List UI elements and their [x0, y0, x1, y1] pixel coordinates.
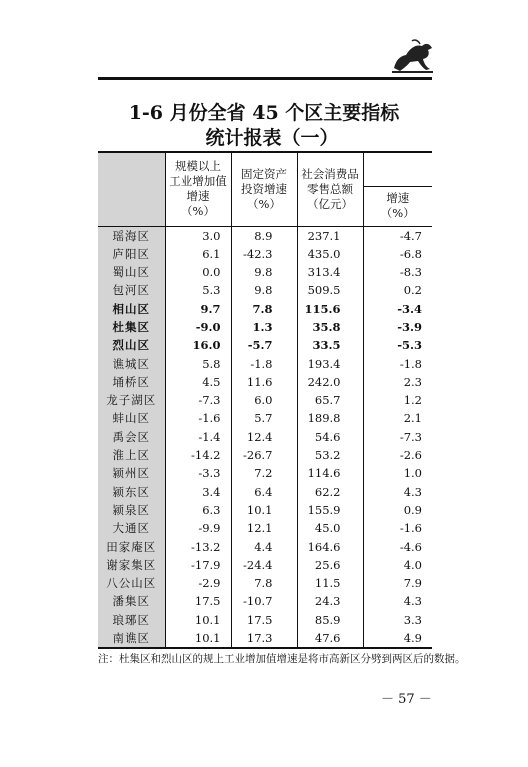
retail-sales-value: 85.9: [297, 611, 363, 629]
header-retail-sales: 社会消费品 零售总额 （亿元）: [297, 152, 363, 226]
industrial-growth-value: -1.6: [165, 409, 231, 427]
header-rule: [98, 77, 432, 80]
table-row: [98, 629, 432, 648]
industrial-growth-value: 5.8: [165, 355, 231, 373]
investment-growth-value: 17.5: [231, 611, 297, 629]
retail-sales-value: 33.5: [297, 336, 363, 354]
retail-sales-value: 53.2: [297, 446, 363, 464]
retail-sales-value: 164.6: [297, 538, 363, 556]
investment-growth-value: -10.7: [231, 592, 297, 610]
footnote: 注：杜集区和烈山区的规上工业增加值增速是将市高新区分劈到两区后的数据。: [98, 653, 466, 665]
retail-sales-value: 45.0: [297, 519, 363, 537]
header-retail-growth: 增速 （%）: [363, 186, 432, 226]
district-name: 田家庵区: [98, 538, 165, 556]
table-row: [98, 611, 432, 629]
table-row: [98, 574, 432, 592]
district-name: 烈山区: [98, 336, 165, 354]
retail-growth-value: -4.6: [399, 539, 422, 554]
district-name: 谢家集区: [98, 556, 165, 574]
investment-growth-value: -42.3: [231, 245, 297, 263]
district-name: 杜集区: [98, 318, 165, 336]
retail-growth-value: 0.2: [403, 283, 422, 298]
industrial-growth-value: 10.1: [165, 611, 231, 629]
investment-growth-value: 8.9: [231, 226, 297, 245]
retail-sales-value: 11.5: [297, 574, 363, 592]
retail-sales-value: 25.6: [297, 556, 363, 574]
table-row: [98, 556, 432, 574]
industrial-growth-value: 10.1: [165, 629, 231, 648]
investment-growth-value: 7.8: [231, 574, 297, 592]
investment-growth-value: 9.8: [231, 281, 297, 299]
table-row: [98, 409, 432, 427]
industrial-growth-value: 6.3: [165, 501, 231, 519]
table-row: [98, 318, 432, 336]
retail-sales-value: 47.6: [297, 629, 363, 648]
industrial-growth-value: 0.0: [165, 263, 231, 281]
table-row: [98, 281, 432, 299]
retail-sales-value: 509.5: [297, 281, 363, 299]
retail-growth-value: -1.6: [399, 521, 422, 536]
retail-growth-value: 4.0: [403, 557, 422, 572]
horse-logo-icon: [390, 38, 435, 76]
retail-growth-value: 3.3: [403, 612, 422, 627]
investment-growth-value: -5.7: [231, 336, 297, 354]
retail-growth-value: 1.2: [403, 393, 422, 408]
district-name: 包河区: [98, 281, 165, 299]
retail-growth-value: 4.3: [403, 594, 422, 609]
district-name: 蜀山区: [98, 263, 165, 281]
table-row: [98, 592, 432, 610]
retail-growth-value: 4.3: [403, 484, 422, 499]
retail-growth-value: 0.9: [403, 502, 422, 517]
table-row: [98, 355, 432, 373]
retail-sales-value: 114.6: [297, 464, 363, 482]
investment-growth-value: 11.6: [231, 373, 297, 391]
industrial-growth-value: 9.7: [165, 300, 231, 318]
retail-sales-value: 35.8: [297, 318, 363, 336]
industrial-growth-value: 4.5: [165, 373, 231, 391]
district-name: 淮上区: [98, 446, 165, 464]
table-row: [98, 373, 432, 391]
retail-sales-value: 189.8: [297, 409, 363, 427]
district-name: 颍东区: [98, 483, 165, 501]
district-name: 谯城区: [98, 355, 165, 373]
header-industrial-growth: 规模以上 工业增加值 增速 （%）: [165, 152, 231, 226]
retail-sales-value: 313.4: [297, 263, 363, 281]
header-blank: [98, 152, 165, 226]
industrial-growth-value: -2.9: [165, 574, 231, 592]
industrial-growth-value: -14.2: [165, 446, 231, 464]
table-row: [98, 464, 432, 482]
investment-growth-value: 7.8: [231, 300, 297, 318]
table-row: [98, 519, 432, 537]
table-row: [98, 226, 432, 245]
investment-growth-value: 6.4: [231, 483, 297, 501]
industrial-growth-value: 17.5: [165, 592, 231, 610]
industrial-growth-value: 5.3: [165, 281, 231, 299]
retail-sales-value: 435.0: [297, 245, 363, 263]
industrial-growth-value: 3.0: [165, 226, 231, 245]
district-name: 禹会区: [98, 428, 165, 446]
investment-growth-value: -26.7: [231, 446, 297, 464]
district-name: 八公山区: [98, 574, 165, 592]
district-name: 颍泉区: [98, 501, 165, 519]
table-row: [98, 263, 432, 281]
district-name: 南谯区: [98, 629, 165, 648]
investment-growth-value: 6.0: [231, 391, 297, 409]
district-name: 瑶海区: [98, 226, 165, 245]
retail-growth-value: 7.9: [403, 576, 422, 591]
retail-growth-value: -4.7: [399, 228, 422, 243]
table-row: [98, 446, 432, 464]
retail-growth-value: -3.4: [397, 301, 422, 316]
retail-growth-value: -2.6: [399, 448, 422, 463]
district-name: 颍州区: [98, 464, 165, 482]
page-title-line1: 1-6 月份全省 45 个区主要指标: [128, 102, 400, 124]
district-name: 相山区: [98, 300, 165, 318]
retail-growth-value: 1.0: [403, 466, 422, 481]
retail-sales-value: 155.9: [297, 501, 363, 519]
industrial-growth-value: -1.4: [165, 428, 231, 446]
retail-growth-value: 2.3: [403, 374, 422, 389]
header-investment-growth: 固定资产 投资增速 （%）: [231, 152, 297, 226]
district-name: 庐阳区: [98, 245, 165, 263]
page-title-line2: 统计报表（一）: [205, 127, 339, 149]
investment-growth-value: 4.4: [231, 538, 297, 556]
retail-sales-value: 54.6: [297, 428, 363, 446]
industrial-growth-value: 3.4: [165, 483, 231, 501]
retail-growth-value: -7.3: [399, 429, 422, 444]
industrial-growth-value: -9.9: [165, 519, 231, 537]
retail-growth-value: -3.9: [397, 319, 422, 334]
table-row: [98, 245, 432, 263]
retail-growth-value: -6.8: [399, 246, 422, 261]
district-name: 埇桥区: [98, 373, 165, 391]
table-row: [98, 538, 432, 556]
industrial-growth-value: -9.0: [165, 318, 231, 336]
retail-growth-value: 4.9: [363, 629, 432, 648]
investment-growth-value: 5.7: [231, 409, 297, 427]
retail-growth-value: -8.3: [399, 265, 422, 280]
district-name: 琅琊区: [98, 611, 165, 629]
retail-growth-value: -5.3: [397, 338, 422, 353]
investment-growth-value: 10.1: [231, 501, 297, 519]
page-number: － 57 －: [381, 692, 432, 707]
retail-sales-value: 242.0: [297, 373, 363, 391]
table-row: [98, 501, 432, 519]
retail-sales-value: 115.6: [297, 300, 363, 318]
investment-growth-value: 9.8: [231, 263, 297, 281]
industrial-growth-value: -17.9: [165, 556, 231, 574]
retail-sales-value: 62.2: [297, 483, 363, 501]
investment-growth-value: -1.8: [231, 355, 297, 373]
industrial-growth-value: -13.2: [165, 538, 231, 556]
table-row: [98, 300, 432, 318]
retail-sales-value: 237.1: [297, 226, 363, 245]
industrial-growth-value: -3.3: [165, 464, 231, 482]
retail-sales-value: 24.3: [297, 592, 363, 610]
investment-growth-value: 12.4: [231, 428, 297, 446]
retail-sales-value: 65.7: [297, 391, 363, 409]
investment-growth-value: 7.2: [231, 464, 297, 482]
district-name: 蚌山区: [98, 409, 165, 427]
district-name: 潘集区: [98, 592, 165, 610]
investment-growth-value: -24.4: [231, 556, 297, 574]
district-name: 龙子湖区: [98, 391, 165, 409]
retail-growth-value: -1.8: [399, 356, 422, 371]
industrial-growth-value: -7.3: [165, 391, 231, 409]
retail-sales-value: 193.4: [297, 355, 363, 373]
retail-growth-value: 2.1: [403, 411, 422, 426]
industrial-growth-value: 6.1: [165, 245, 231, 263]
investment-growth-value: 12.1: [231, 519, 297, 537]
table-row: [98, 336, 432, 354]
investment-growth-value: 1.3: [231, 318, 297, 336]
investment-growth-value: 17.3: [231, 629, 297, 648]
industrial-growth-value: 16.0: [165, 336, 231, 354]
table-row: [98, 428, 432, 446]
statistics-table: [98, 151, 432, 649]
table-row: [98, 483, 432, 501]
district-name: 大通区: [98, 519, 165, 537]
table-row: [98, 391, 432, 409]
